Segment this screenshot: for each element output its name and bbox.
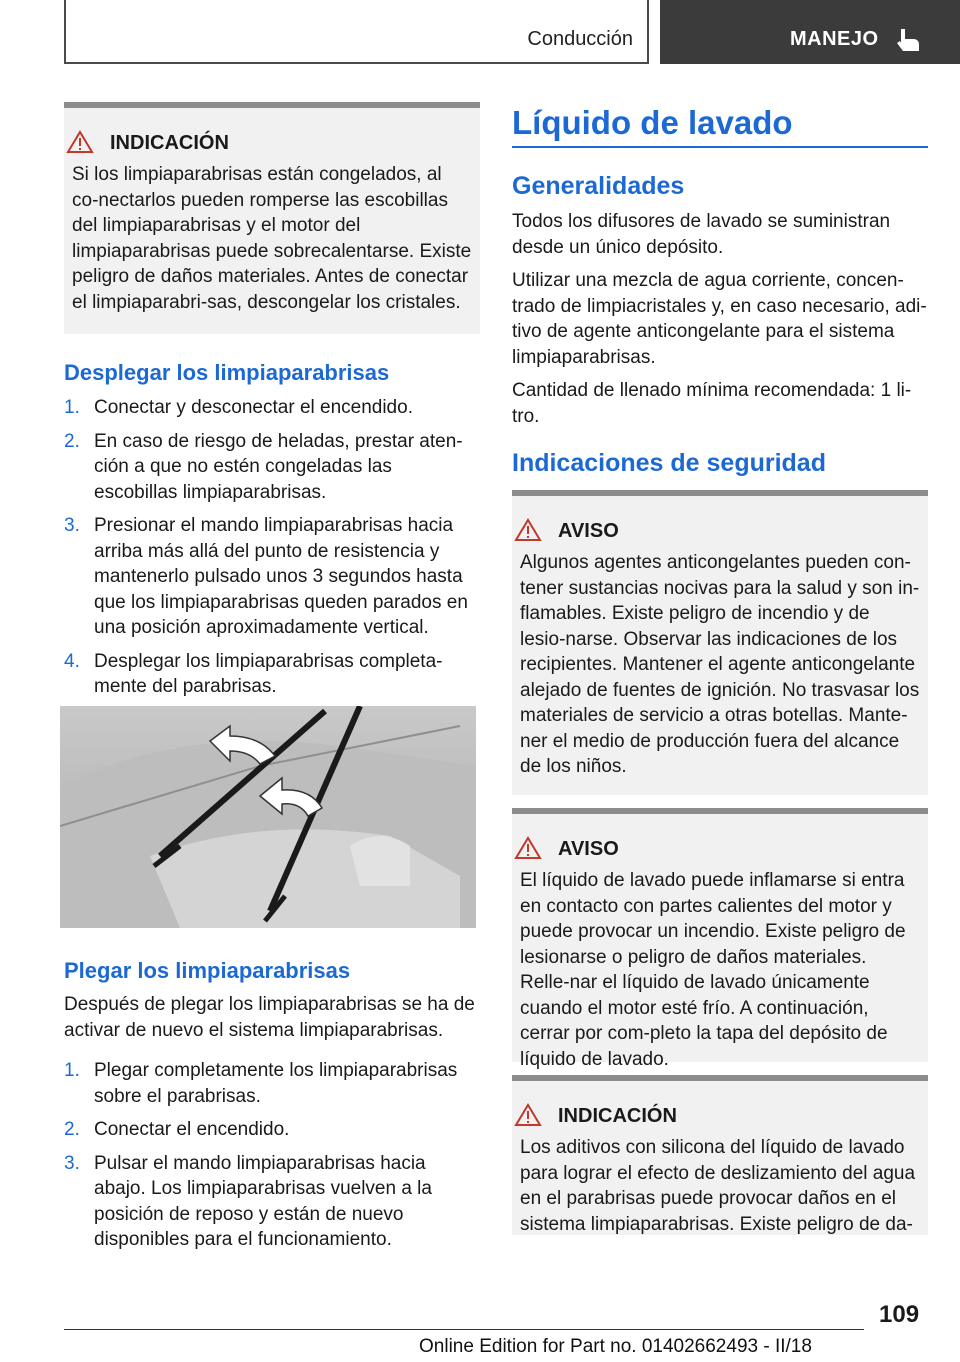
note-text: Los aditivos con silicona del líquido de lavado para lograr el efecto de deslizamiento del agua en el parabrisas puede provocar daños en el sistema limpiaparabrisas. Existe peligro de da- (520, 1137, 916, 1235)
note-text: Si los limpiaparabrisas están congelados, al co-nectarlos pueden romperse las escobillas del limpiaparabrisas y el motor del limpiaparabrisas puede sobrecalentarse. Existe peligro de daños materiales. Antes de conectar el limpiaparabri-sas, descongelar los cristales. (72, 164, 472, 313)
chapter-tab (660, 0, 960, 64)
footer-edition: Online Edition for Part no. 01402662493 - II/18 (419, 1336, 812, 1357)
general-p2: Utilizar una mezcla de agua corriente, concen-trado de limpiacristales y, en caso necesario, adi-tivo de agente anticongelante para el sistema limpiaparabrisas. (512, 270, 927, 368)
note-box-indicacion (64, 102, 480, 334)
note-title: INDICACIÓN (558, 1105, 677, 1127)
fold-heading: Plegar los limpiaparabrisas (64, 958, 351, 983)
warning-triangle-icon (514, 1103, 542, 1127)
section-title: Conducción (527, 28, 633, 50)
warning-triangle-icon (514, 836, 542, 860)
list-item: 3. Presionar el mando limpiaparabrisas hacia arriba más allá del punto de resistencia y mantenerlo pulsado unos 3 segundos hasta que los limpiaparabrisas queden parados en una posición aproximadamente vertical. (64, 515, 468, 638)
warning-box-1 (512, 490, 928, 795)
warning-text: El líquido de lavado puede inflamarse si entra en contacto con partes calientes del motor y puede provocar un incendio. Existe peligro de lesionarse o peligro de daños materiales. Relle-nar el líquido de lavado únicamente cuando el motor esté frío. A continuación, cerrar por com-pleto la tapa del depósito de líquido de lavado. (520, 870, 906, 1070)
warning-text: Algunos agentes anticongelantes pueden con-tener sustancias nocivas para la salud y son in-flamables. Existe peligro de incendio y de lesio-narse. Observar las indicaciones de los recipientes. Mantener el agente anticongelante alejado de fuentes de ignición. No trasvasar los materiales de servicio a otras botellas. Mante-ner el medio de producción fuera del alcance de los niños. (520, 552, 920, 777)
general-heading: Generalidades (512, 172, 685, 200)
page-title: Líquido de lavado (512, 104, 793, 141)
warning-title: AVISO (558, 838, 619, 860)
list-item: 3. Pulsar el mando limpiaparabrisas hacia abajo. Los limpiaparabrisas vuelven a la posición de reposo y están de nuevo disponibles para el funcionamiento. (64, 1152, 432, 1250)
warning-triangle-icon (514, 518, 542, 542)
note-title: INDICACIÓN (110, 132, 229, 154)
wiper-illustration (60, 706, 476, 928)
page-number: 109 (879, 1301, 920, 1328)
warning-title: AVISO (558, 520, 619, 542)
list-item: 4. Desplegar los limpiaparabrisas completa-mente del parabrisas. (64, 650, 443, 697)
warning-triangle-icon (66, 130, 94, 154)
general-p1: Todos los difusores de lavado se suministran desde un único depósito. (512, 211, 891, 258)
fold-intro: Después de plegar los limpiaparabrisas se ha de activar de nuevo el sistema limpiaparabrisas. (64, 994, 475, 1041)
general-p3: Cantidad de llenado mínima recomendada: 1 li-tro. (512, 380, 912, 427)
safety-heading: Indicaciones de seguridad (512, 449, 826, 477)
list-item: 2. En caso de riesgo de heladas, prestar aten-ción a que no estén congeladas las escobillas limpiaparabrisas. (64, 430, 463, 503)
chapter-title: MANEJO (790, 28, 879, 50)
list-item: 2. Conectar el encendido. (64, 1119, 290, 1140)
footer-rule (64, 1329, 864, 1330)
fold-steps (64, 1058, 480, 1261)
unfold-heading: Desplegar los limpiaparabrisas (64, 360, 390, 385)
hand-pointer-icon (893, 25, 923, 55)
note-box-2 (512, 1075, 928, 1235)
general-text (512, 209, 928, 437)
list-item: 1. Conectar y desconectar el encendido. (64, 397, 413, 418)
list-item: 1. Plegar completamente los limpiaparabrisas sobre el parabrisas. (64, 1060, 458, 1107)
header-section-box (64, 0, 649, 64)
warning-box-2 (512, 808, 928, 1070)
unfold-steps (64, 395, 480, 708)
title-rule (512, 146, 928, 148)
